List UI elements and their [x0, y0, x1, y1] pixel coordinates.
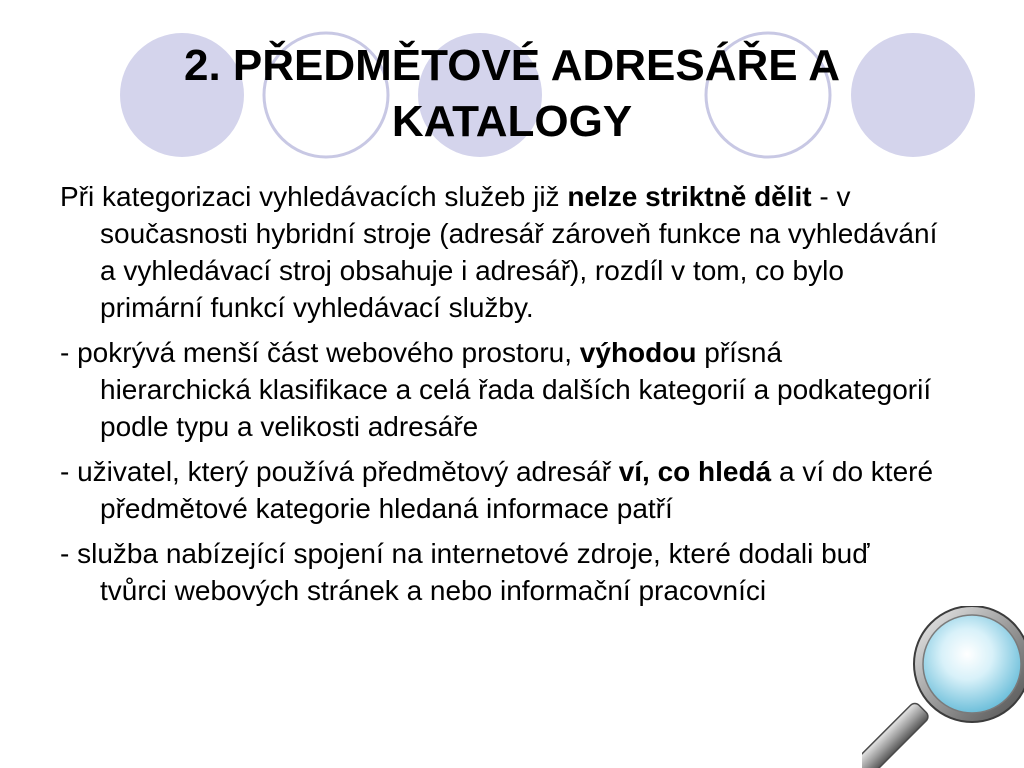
paragraph-2: [60, 334, 940, 445]
paragraph-1-emphasis: nelze striktně dělit: [567, 181, 812, 212]
magnifying-glass-icon: [862, 606, 1024, 768]
paragraph-2-emphasis: výhodou: [579, 337, 697, 368]
paragraph-3-text-b: a ví do které předmětové kategorie hledaná informace patří: [100, 456, 934, 524]
magnifier-lens: [923, 615, 1021, 713]
paragraph-4: [60, 535, 940, 609]
slide-title: [60, 38, 964, 150]
slide-title-line-2: KATALOGY: [391, 97, 633, 146]
slide-body: [60, 178, 940, 617]
paragraph-3-text-a: - uživatel, který používá předmětový adresář: [60, 456, 619, 487]
paragraph-2-text-b: přísná hierarchická klasifikace a celá řada dalších kategorií a podkategorií podle typu a velikosti adresáře: [100, 337, 932, 442]
slide-title-line-1: 2. PŘEDMĚTOVÉ ADRESÁŘE A: [183, 41, 841, 90]
paragraph-1: [60, 178, 940, 326]
magnifier-handle: [862, 701, 930, 768]
paragraph-1-text-a: Při kategorizaci vyhledávacích služeb již: [60, 181, 568, 212]
paragraph-2-text-a: - pokrývá menší část webového prostoru,: [60, 337, 580, 368]
paragraph-4-text: - služba nabízející spojení na internetové zdroje, které dodali buď tvůrci webových stránek a nebo informační pracovníci: [60, 538, 870, 606]
paragraph-3: [60, 453, 940, 527]
paragraph-1-text-b: - v současnosti hybridní stroje (adresář zároveň funkce na vyhledávání a vyhledávací stroj obsahuje i adresář), rozdíl v tom, co bylo primární funkcí vyhledávací služby.: [100, 181, 938, 323]
paragraph-3-emphasis: ví, co hledá: [618, 456, 772, 487]
